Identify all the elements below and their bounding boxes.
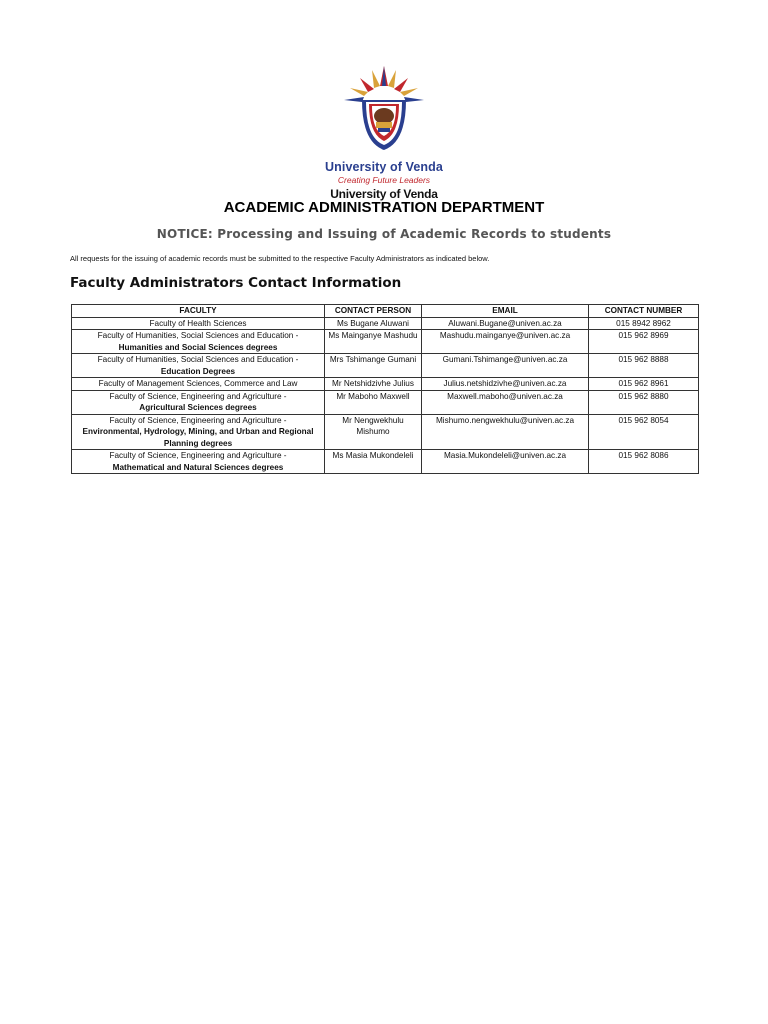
header-faculty: FACULTY [72, 305, 325, 318]
department-title: ACADEMIC ADMINISTRATION DEPARTMENT [223, 199, 545, 216]
table-row [72, 378, 699, 391]
cell-faculty: Faculty of Science, Engineering and Agriculture - Mathematical and Natural Sciences degrees [72, 450, 325, 474]
table-row [72, 317, 699, 330]
cell-phone: 015 962 8961 [589, 378, 699, 391]
university-name: University of Venda [325, 160, 443, 174]
cell-person: Ms Masia Mukondeleli [325, 450, 422, 474]
cell-email[interactable]: Maxwell.maboho@univen.ac.za [422, 390, 589, 414]
cell-email[interactable]: Mashudu.mainganye@univen.ac.za [422, 330, 589, 354]
header-contact-number: CONTACT NUMBER [589, 305, 699, 318]
cell-email[interactable]: Mishumo.nengwekhulu@univen.ac.za [422, 414, 589, 450]
cell-person: Mr Nengwekhulu Mishumo [325, 414, 422, 450]
university-logo [0, 64, 768, 201]
header-email: EMAIL [422, 305, 589, 318]
table-row [72, 330, 699, 354]
table-row [72, 450, 699, 474]
cell-phone: 015 962 8969 [589, 330, 699, 354]
section-title: Faculty Administrators Contact Information [70, 275, 402, 291]
cell-faculty: Faculty of Health Sciences [72, 317, 325, 330]
intro-text: All requests for the issuing of academic records must be submitted to the respective Faculty Administrators as indicated below. [70, 254, 490, 263]
table-row [72, 414, 699, 450]
cell-phone: 015 962 8086 [589, 450, 699, 474]
contacts-table [71, 304, 699, 474]
cell-phone: 015 962 8054 [589, 414, 699, 450]
cell-faculty: Faculty of Humanities, Social Sciences and Education - Humanities and Social Sciences degrees [72, 330, 325, 354]
university-crest-icon [334, 64, 434, 154]
cell-person: Mrs Tshimange Gumani [325, 354, 422, 378]
table-header-row [72, 305, 699, 318]
sun-rays [344, 66, 424, 102]
cell-faculty: Faculty of Science, Engineering and Agriculture - Agricultural Sciences degrees [72, 390, 325, 414]
cell-phone: 015 962 8880 [589, 390, 699, 414]
cell-email[interactable]: Julius.netshidzivhe@univen.ac.za [422, 378, 589, 391]
table-row [72, 390, 699, 414]
notice-heading: NOTICE: Processing and Issuing of Academic Records to students [156, 227, 612, 241]
cell-person: Ms Bugane Aluwani [325, 317, 422, 330]
university-tagline: Creating Future Leaders [337, 175, 431, 185]
cell-email[interactable]: Aluwani.Bugane@univen.ac.za [422, 317, 589, 330]
cell-person: Mr Netshidzivhe Julius [325, 378, 422, 391]
cell-email[interactable]: Masia.Mukondeleli@univen.ac.za [422, 450, 589, 474]
header-contact-person: CONTACT PERSON [325, 305, 422, 318]
cell-phone: 015 962 8888 [589, 354, 699, 378]
cell-faculty: Faculty of Science, Engineering and Agriculture - Environmental, Hydrology, Mining, and Urban and Regional Planning degrees [72, 414, 325, 450]
cell-phone: 015 8942 8962 [589, 317, 699, 330]
cell-faculty: Faculty of Management Sciences, Commerce and Law [72, 378, 325, 391]
cell-faculty: Faculty of Humanities, Social Sciences and Education - Education Degrees [72, 354, 325, 378]
cell-person: Mr Maboho Maxwell [325, 390, 422, 414]
table-row [72, 354, 699, 378]
university-name-dark: University of Venda [330, 187, 438, 201]
cell-email[interactable]: Gumani.Tshimange@univen.ac.za [422, 354, 589, 378]
cell-person: Ms Mainganye Mashudu [325, 330, 422, 354]
